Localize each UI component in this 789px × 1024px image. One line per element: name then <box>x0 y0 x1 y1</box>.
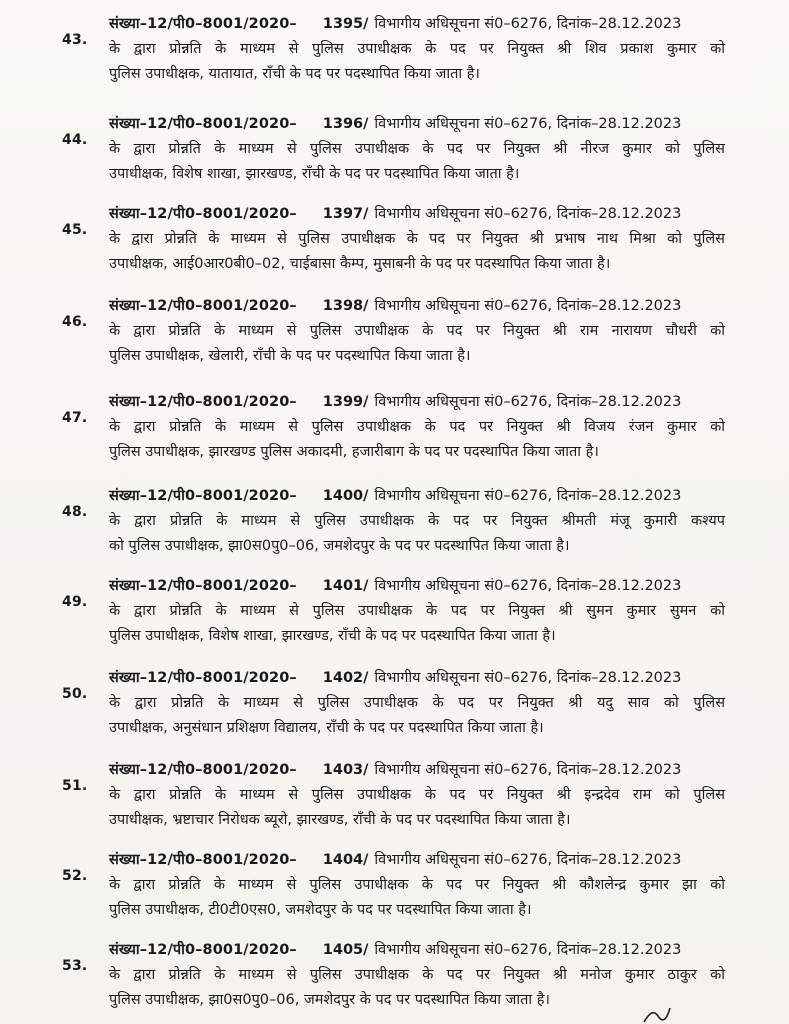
serial-number: 1404/ <box>322 852 369 868</box>
notification-reference: विभागीय अधिसूचना सं0–6276, दिनांक–28.12.2023 <box>374 852 682 868</box>
entry-text-line: के द्वारा प्रोन्नति के माध्यम से पुलिस उपाधीक्षक के पद पर नियुक्त श्री इन्द्रदेव राम को पुलिस <box>109 787 725 803</box>
entry-text-line: उपाधीक्षक, विशेष शाखा, झारखण्ड, राँची के पद पर पदस्थापित किया जाता है। <box>109 166 520 182</box>
entry-body <box>109 112 725 187</box>
notification-reference: विभागीय अधिसूचना सं0–6276, दिनांक–28.12.2023 <box>374 16 682 32</box>
entry-text-line: के द्वारा प्रोन्नति के माध्यम से पुलिस उपाधीक्षक के पद पर नियुक्त श्री विजय रंजन कुमार को <box>109 419 725 435</box>
notification-reference: विभागीय अधिसूचना सं0–6276, दिनांक–28.12.2023 <box>374 670 682 686</box>
entry-number: 48. <box>62 504 88 520</box>
entry-header-line <box>109 666 725 691</box>
notification-reference: विभागीय अधिसूचना सं0–6276, दिनांक–28.12.2023 <box>374 206 682 222</box>
entry-text-line: पुलिस उपाधीक्षक, झा0स0पु0–06, जमशेदपुर के पद पर पदस्थापित किया जाता है। <box>109 992 550 1008</box>
entry-header-line <box>109 390 725 415</box>
entry-body <box>109 390 725 465</box>
order-reference: संख्या–12/पी0–8001/2020– <box>109 578 297 594</box>
entry-text-line: उपाधीक्षक, भ्रष्टाचार निरोधक ब्यूरो, झारखण्ड, राँची के पद पर पदस्थापित किया जाता है। <box>109 812 571 828</box>
order-reference: संख्या–12/पी0–8001/2020– <box>109 206 297 222</box>
entry-text-line: के द्वारा प्रोन्नति के माध्यम से पुलिस उपाधीक्षक के पद पर नियुक्त श्री यदु साव को पुलिस <box>109 695 725 711</box>
entry-text-line: उपाधीक्षक, आई0आर0बी0–02, चाईबासा कैम्प, मुसाबनी के पद पर पदस्थापित किया जाता है। <box>109 256 611 272</box>
entry-body <box>109 574 725 649</box>
entry-number: 45. <box>62 222 88 238</box>
entry-number: 50. <box>62 686 88 702</box>
entry-body <box>109 484 725 559</box>
order-reference: संख्या–12/पी0–8001/2020– <box>109 116 297 132</box>
serial-number: 1403/ <box>322 762 369 778</box>
entry-text-line: के द्वारा प्रोन्नति के माध्यम से पुलिस उपाधीक्षक के पद पर नियुक्त श्री सुमन कुमार सुमन को <box>109 603 725 619</box>
entry-number: 43. <box>62 32 88 48</box>
entry-text-line: उपाधीक्षक, अनुसंधान प्रशिक्षण विद्यालय, राँची के पद पर पदस्थापित किया जाता है। <box>109 720 544 736</box>
entry-header-line <box>109 574 725 599</box>
notification-reference: विभागीय अधिसूचना सं0–6276, दिनांक–28.12.2023 <box>374 116 682 132</box>
entry-body <box>109 666 725 741</box>
entry-text-line: के द्वारा प्रोन्नति के माध्यम से पुलिस उपाधीक्षक के पद पर नियुक्त श्री राम नारायण चौधरी को <box>109 323 725 339</box>
entry-header-line <box>109 12 725 37</box>
entry-text-line: को पुलिस उपाधीक्षक, झा0स0पु0–06, जमशेदपुर के पद पर पदस्थापित किया जाता है। <box>109 538 570 554</box>
order-reference: संख्या–12/पी0–8001/2020– <box>109 942 297 958</box>
serial-number: 1401/ <box>322 578 369 594</box>
entry-text-line: के द्वारा प्रोन्नति के माध्यम से पुलिस उपाधीक्षक के पद पर नियुक्त श्रीमती मंजू कुमारी कश्यप <box>109 513 725 529</box>
entry-body <box>109 12 725 87</box>
entry-text-line: के द्वारा प्रोन्नति के माध्यम से पुलिस उपाधीक्षक के पद पर नियुक्त श्री मनोज कुमार ठाकुर को <box>109 967 725 983</box>
entry-number: 44. <box>62 132 88 148</box>
entry-header-line <box>109 758 725 783</box>
entry-header-line <box>109 938 725 963</box>
entry-text-line: के द्वारा प्रोन्नति के माध्यम से पुलिस उपाधीक्षक के पद पर नियुक्त श्री कौशलेन्द्र कुमार झा को <box>109 877 725 893</box>
entry-text-line: पुलिस उपाधीक्षक, झारखण्ड पुलिस अकादमी, हजारीबाग के पद पर पदस्थापित किया जाता है। <box>109 444 599 460</box>
entry-text-line: पुलिस उपाधीक्षक, टी0टी0एस0, जमशेदपुर के पद पर पदस्थापित किया जाता है। <box>109 902 532 918</box>
entry-number: 52. <box>62 868 88 884</box>
entry-text-line: पुलिस उपाधीक्षक, विशेष शाखा, झारखण्ड, राँची के पद पर पदस्थापित किया जाता है। <box>109 628 556 644</box>
serial-number: 1395/ <box>322 16 369 32</box>
notification-reference: विभागीय अधिसूचना सं0–6276, दिनांक–28.12.2023 <box>374 298 682 314</box>
order-reference: संख्या–12/पी0–8001/2020– <box>109 16 297 32</box>
order-reference: संख्या–12/पी0–8001/2020– <box>109 852 297 868</box>
notification-reference: विभागीय अधिसूचना सं0–6276, दिनांक–28.12.2023 <box>374 942 682 958</box>
entry-header-line <box>109 294 725 319</box>
entry-text-line: के द्वारा प्रोन्नति के माध्यम से पुलिस उपाधीक्षक के पद पर नियुक्त श्री नीरज कुमार को पुलिस <box>109 141 725 157</box>
entry-text-line: के द्वारा प्रोन्नति के माध्यम से पुलिस उपाधीक्षक के पद पर नियुक्त श्री शिव प्रकाश कुमार को <box>109 41 725 57</box>
entry-header-line <box>109 112 725 137</box>
order-reference: संख्या–12/पी0–8001/2020– <box>109 670 297 686</box>
entry-number: 49. <box>62 594 88 610</box>
notification-reference: विभागीय अधिसूचना सं0–6276, दिनांक–28.12.2023 <box>374 762 682 778</box>
entry-body <box>109 294 725 369</box>
order-reference: संख्या–12/पी0–8001/2020– <box>109 298 297 314</box>
serial-number: 1396/ <box>322 116 369 132</box>
serial-number: 1402/ <box>322 670 369 686</box>
serial-number: 1399/ <box>322 394 369 410</box>
entry-header-line <box>109 484 725 509</box>
entry-number: 51. <box>62 778 88 794</box>
entry-header-line <box>109 848 725 873</box>
entry-text-line: पुलिस उपाधीक्षक, खेलारी, राँची के पद पर पदस्थापित किया जाता है। <box>109 348 471 364</box>
order-reference: संख्या–12/पी0–8001/2020– <box>109 762 297 778</box>
notification-reference: विभागीय अधिसूचना सं0–6276, दिनांक–28.12.2023 <box>374 578 682 594</box>
entry-body <box>109 938 725 1013</box>
entry-number: 46. <box>62 314 88 330</box>
notification-reference: विभागीय अधिसूचना सं0–6276, दिनांक–28.12.2023 <box>374 488 682 504</box>
entry-body <box>109 848 725 923</box>
serial-number: 1405/ <box>322 942 369 958</box>
signature-stroke <box>640 1004 680 1024</box>
entry-text-line: के द्वारा प्रोन्नति के माध्यम से पुलिस उपाधीक्षक के पद पर नियुक्त श्री प्रभाष नाथ मिश्रा को पुलिस <box>109 231 725 247</box>
serial-number: 1398/ <box>322 298 369 314</box>
order-reference: संख्या–12/पी0–8001/2020– <box>109 488 297 504</box>
serial-number: 1397/ <box>322 206 369 222</box>
entry-body <box>109 758 725 833</box>
entry-header-line <box>109 202 725 227</box>
notification-reference: विभागीय अधिसूचना सं0–6276, दिनांक–28.12.2023 <box>374 394 682 410</box>
entry-number: 53. <box>62 958 88 974</box>
entry-text-line: पुलिस उपाधीक्षक, यातायात, राँची के पद पर पदस्थापित किया जाता है। <box>109 66 480 82</box>
entry-body <box>109 202 725 277</box>
serial-number: 1400/ <box>322 488 369 504</box>
order-reference: संख्या–12/पी0–8001/2020– <box>109 394 297 410</box>
entry-number: 47. <box>62 410 88 426</box>
